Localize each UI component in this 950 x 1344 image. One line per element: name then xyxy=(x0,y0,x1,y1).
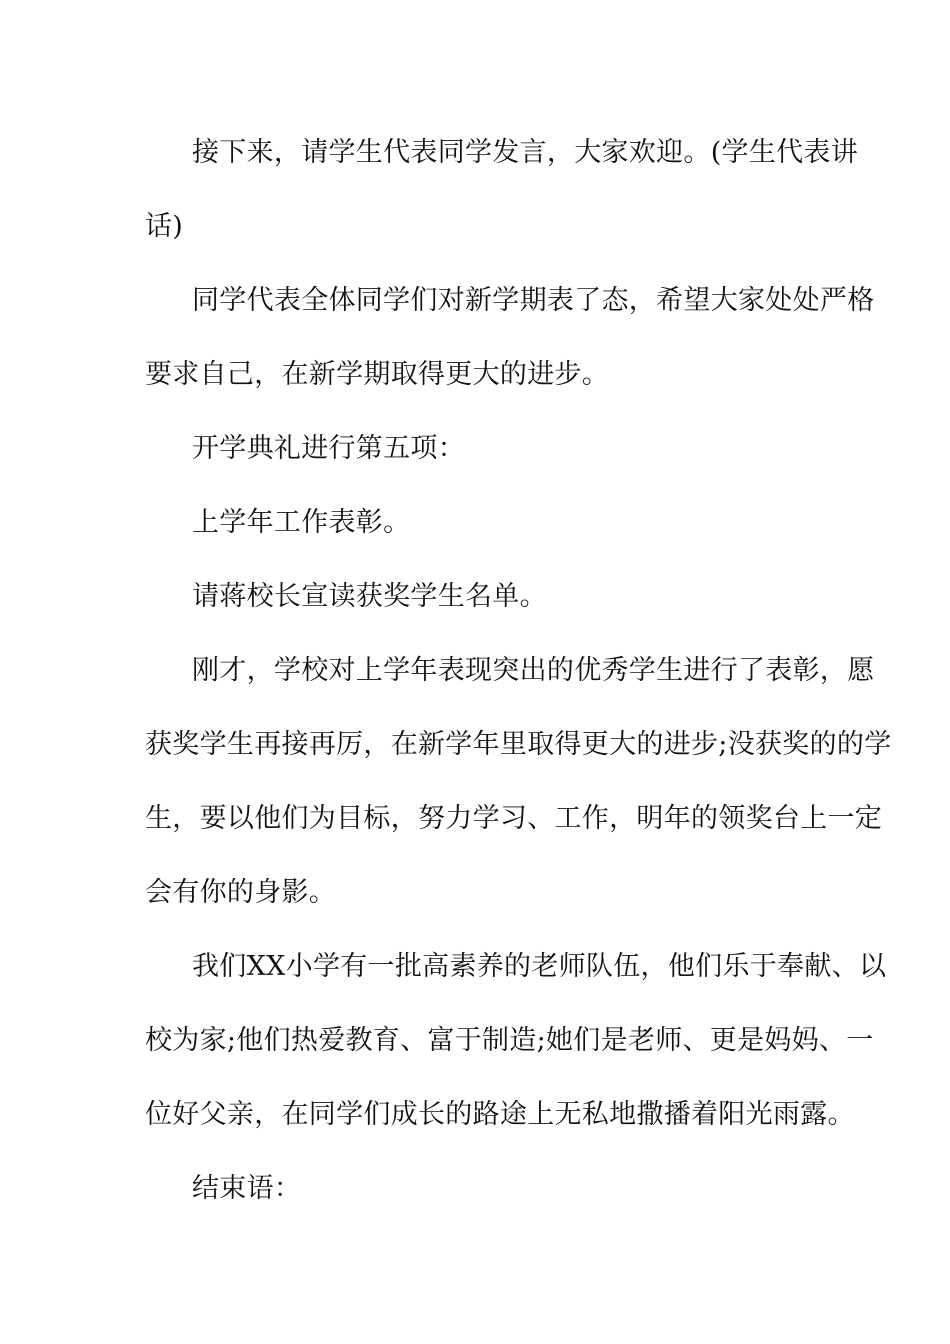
paragraph-2-line-1: 同学代表全体同学们对新学期表了态，希望大家处处严格 xyxy=(192,285,875,316)
paragraph-7-line-1: 我们XX小学有一批高素养的老师队伍，他们乐于奉献、以 xyxy=(192,951,887,982)
paragraph-2-line-2: 要求自己，在新学期取得更大的进步。 xyxy=(145,359,610,390)
paragraph-3-line-1: 开学典礼进行第五项： xyxy=(192,433,465,464)
paragraph-7-line-2: 校为家;他们热爱教育、富于制造;她们是老师、更是妈妈、一 xyxy=(145,1025,874,1056)
paragraph-4-line-1: 上学年工作表彰。 xyxy=(192,507,411,538)
paragraph-5-line-1: 请蒋校长宣读获奖学生名单。 xyxy=(192,581,547,612)
paragraph-6-line-4: 会有你的身影。 xyxy=(145,877,337,908)
paragraph-1-line-1: 接下来，请学生代表同学发言，大家欢迎。(学生代表讲 xyxy=(192,137,859,168)
paragraph-8-line-1: 结束语： xyxy=(192,1173,302,1204)
paragraph-6-line-3: 生，要以他们为目标，努力学习、工作，明年的领奖台上一定 xyxy=(145,803,883,834)
paragraph-7-line-3: 位好父亲，在同学们成长的路途上无私地撒播着阳光雨露。 xyxy=(145,1099,855,1130)
paragraph-1-line-2: 话) xyxy=(145,211,184,242)
paragraph-6-line-1: 刚才，学校对上学年表现突出的优秀学生进行了表彰，愿 xyxy=(192,655,875,686)
paragraph-6-line-2: 获奖学生再接再厉，在新学年里取得更大的进步;没获奖的的学 xyxy=(145,729,892,760)
